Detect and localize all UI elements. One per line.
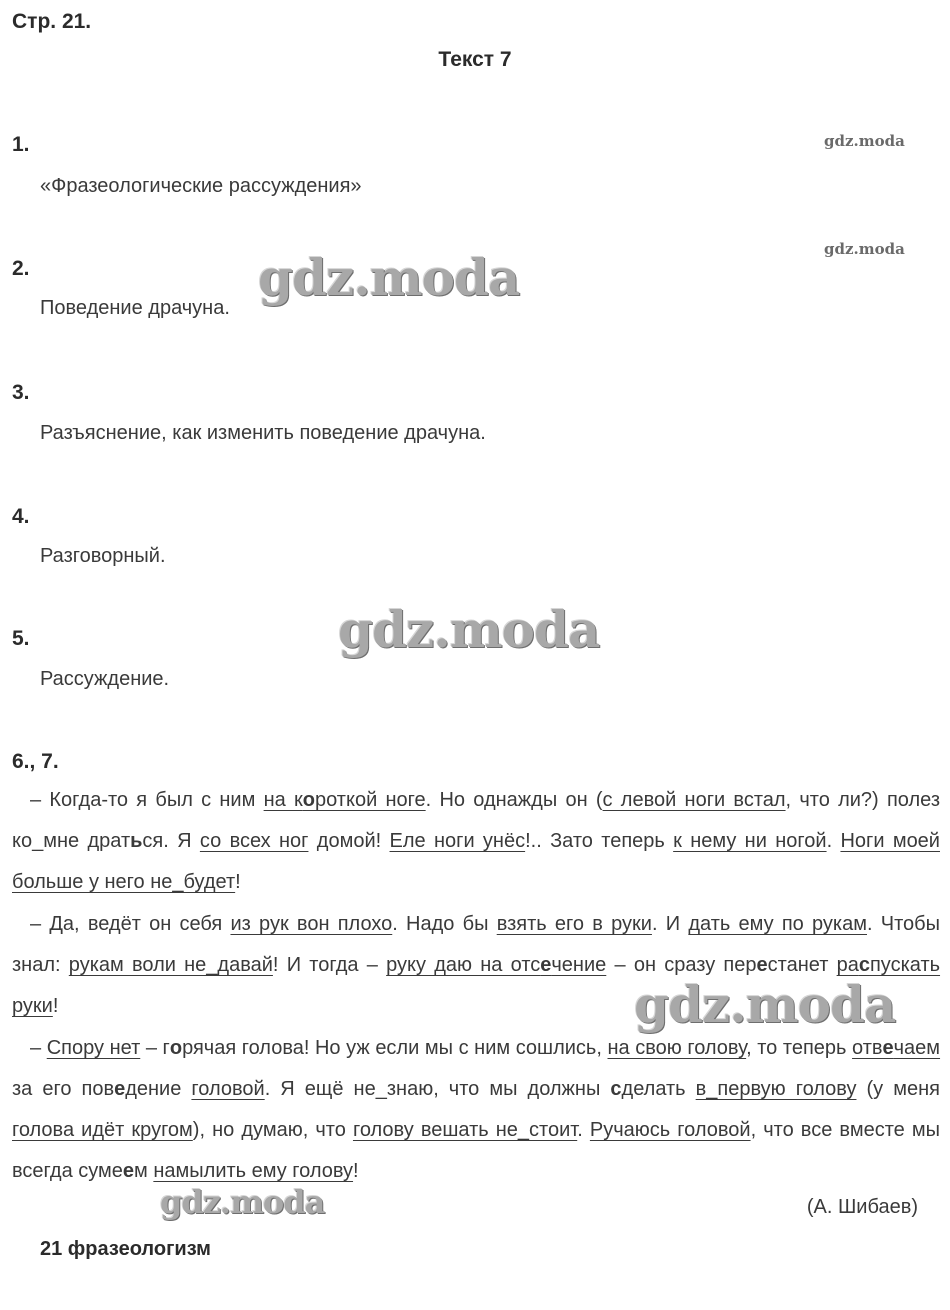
phraseologism: Спору нет (46, 1037, 141, 1059)
question-number: 1. (12, 133, 30, 156)
story-paragraph-2: – Да, ведёт он себя из рук вон плохо. Надо бы взять его в руки. И дать ему по рукам. Чтобы знал: рукам воли не_давай! И тогда – руку даю на отсечение – он сразу перестанет распускать руки! (12, 913, 941, 1017)
watermark-small: gdz.moda (824, 240, 905, 258)
phraseologism: руку даю на отсечение (386, 954, 607, 976)
phraseologism: дать ему по рукам (688, 913, 867, 935)
phraseologism: Ручаюсь головой (589, 1119, 751, 1141)
question-number: 6., 7. (12, 750, 59, 773)
phraseologism: голова идёт кругом (12, 1119, 193, 1141)
highlighted-word: отвечаем (852, 1037, 941, 1059)
phraseologism: рукам воли не_давай (68, 954, 273, 976)
phraseologism: со всех ног (199, 830, 309, 852)
question-number: 4. (12, 505, 30, 528)
watermark-large: gdz.moda (338, 600, 600, 659)
story-paragraph-1: – Когда-то я был с ним на короткой ноге. Но однажды он (с левой ноги встал, что ли?) полез ко_мне драться. Я со всех ног домой! Еле ноги унёс!.. Зато теперь к нему ни ногой. Ноги моей больше у него не_будет! (12, 789, 940, 893)
phraseologism: на свою голову (607, 1037, 747, 1059)
answer: Разъяснение, как изменить поведение драчуна. (40, 422, 486, 444)
question-number: 3. (12, 381, 30, 404)
phraseologism: с левой ноги встал (602, 789, 786, 811)
question-number: 5. (12, 627, 30, 650)
answer: «Фразеологические рассуждения» (40, 175, 362, 197)
phraseologism: распускать руки (12, 954, 941, 1017)
phraseologism: Ноги моей больше у него не_будет (12, 830, 940, 893)
watermark-large: gdz.moda (160, 1183, 325, 1221)
question-number: 2. (12, 257, 30, 280)
story-paragraph-3: – Спору нет – горячая голова! Но уж если мы с ним сошлись, на свою голову, то теперь отвечаем за его поведение головой. Я ещё не_знаю, что мы должны сделать в_первую голову (у меня голова идёт кругом), но думаю, что голову вешать не_стоит. Ручаюсь головой, что все вместе мы всегда сумеем намылить ему голову! (12, 1037, 941, 1182)
phraseologism: головой (191, 1078, 265, 1100)
answer: Поведение драчуна. (40, 297, 230, 319)
phraseologism: голову вешать не_стоит (352, 1119, 578, 1141)
watermark-small: gdz.moda (824, 132, 905, 150)
author: (А. Шибаев) (806, 1196, 918, 1218)
phraseologism-count: 21 фразеологизм (40, 1238, 211, 1260)
watermark-large: gdz.moda (258, 248, 520, 307)
answer: Разговорный. (40, 545, 166, 567)
answer: Рассуждение. (40, 668, 170, 690)
page-number: Стр. 21. (12, 10, 92, 33)
phraseologism: к нему ни ногой (673, 830, 827, 852)
phraseologism: намылить ему голову (153, 1160, 354, 1182)
phraseologism: взять его в руки (496, 913, 652, 935)
phraseologism: в_первую голову (695, 1078, 857, 1100)
phraseologism: из рук вон плохо (230, 913, 393, 935)
text-title: Текст 7 (438, 48, 512, 71)
watermark-large: gdz.moda (634, 975, 896, 1034)
phraseologism: Еле ноги унёс (389, 830, 526, 852)
phraseologism: на короткой ноге (263, 789, 426, 811)
